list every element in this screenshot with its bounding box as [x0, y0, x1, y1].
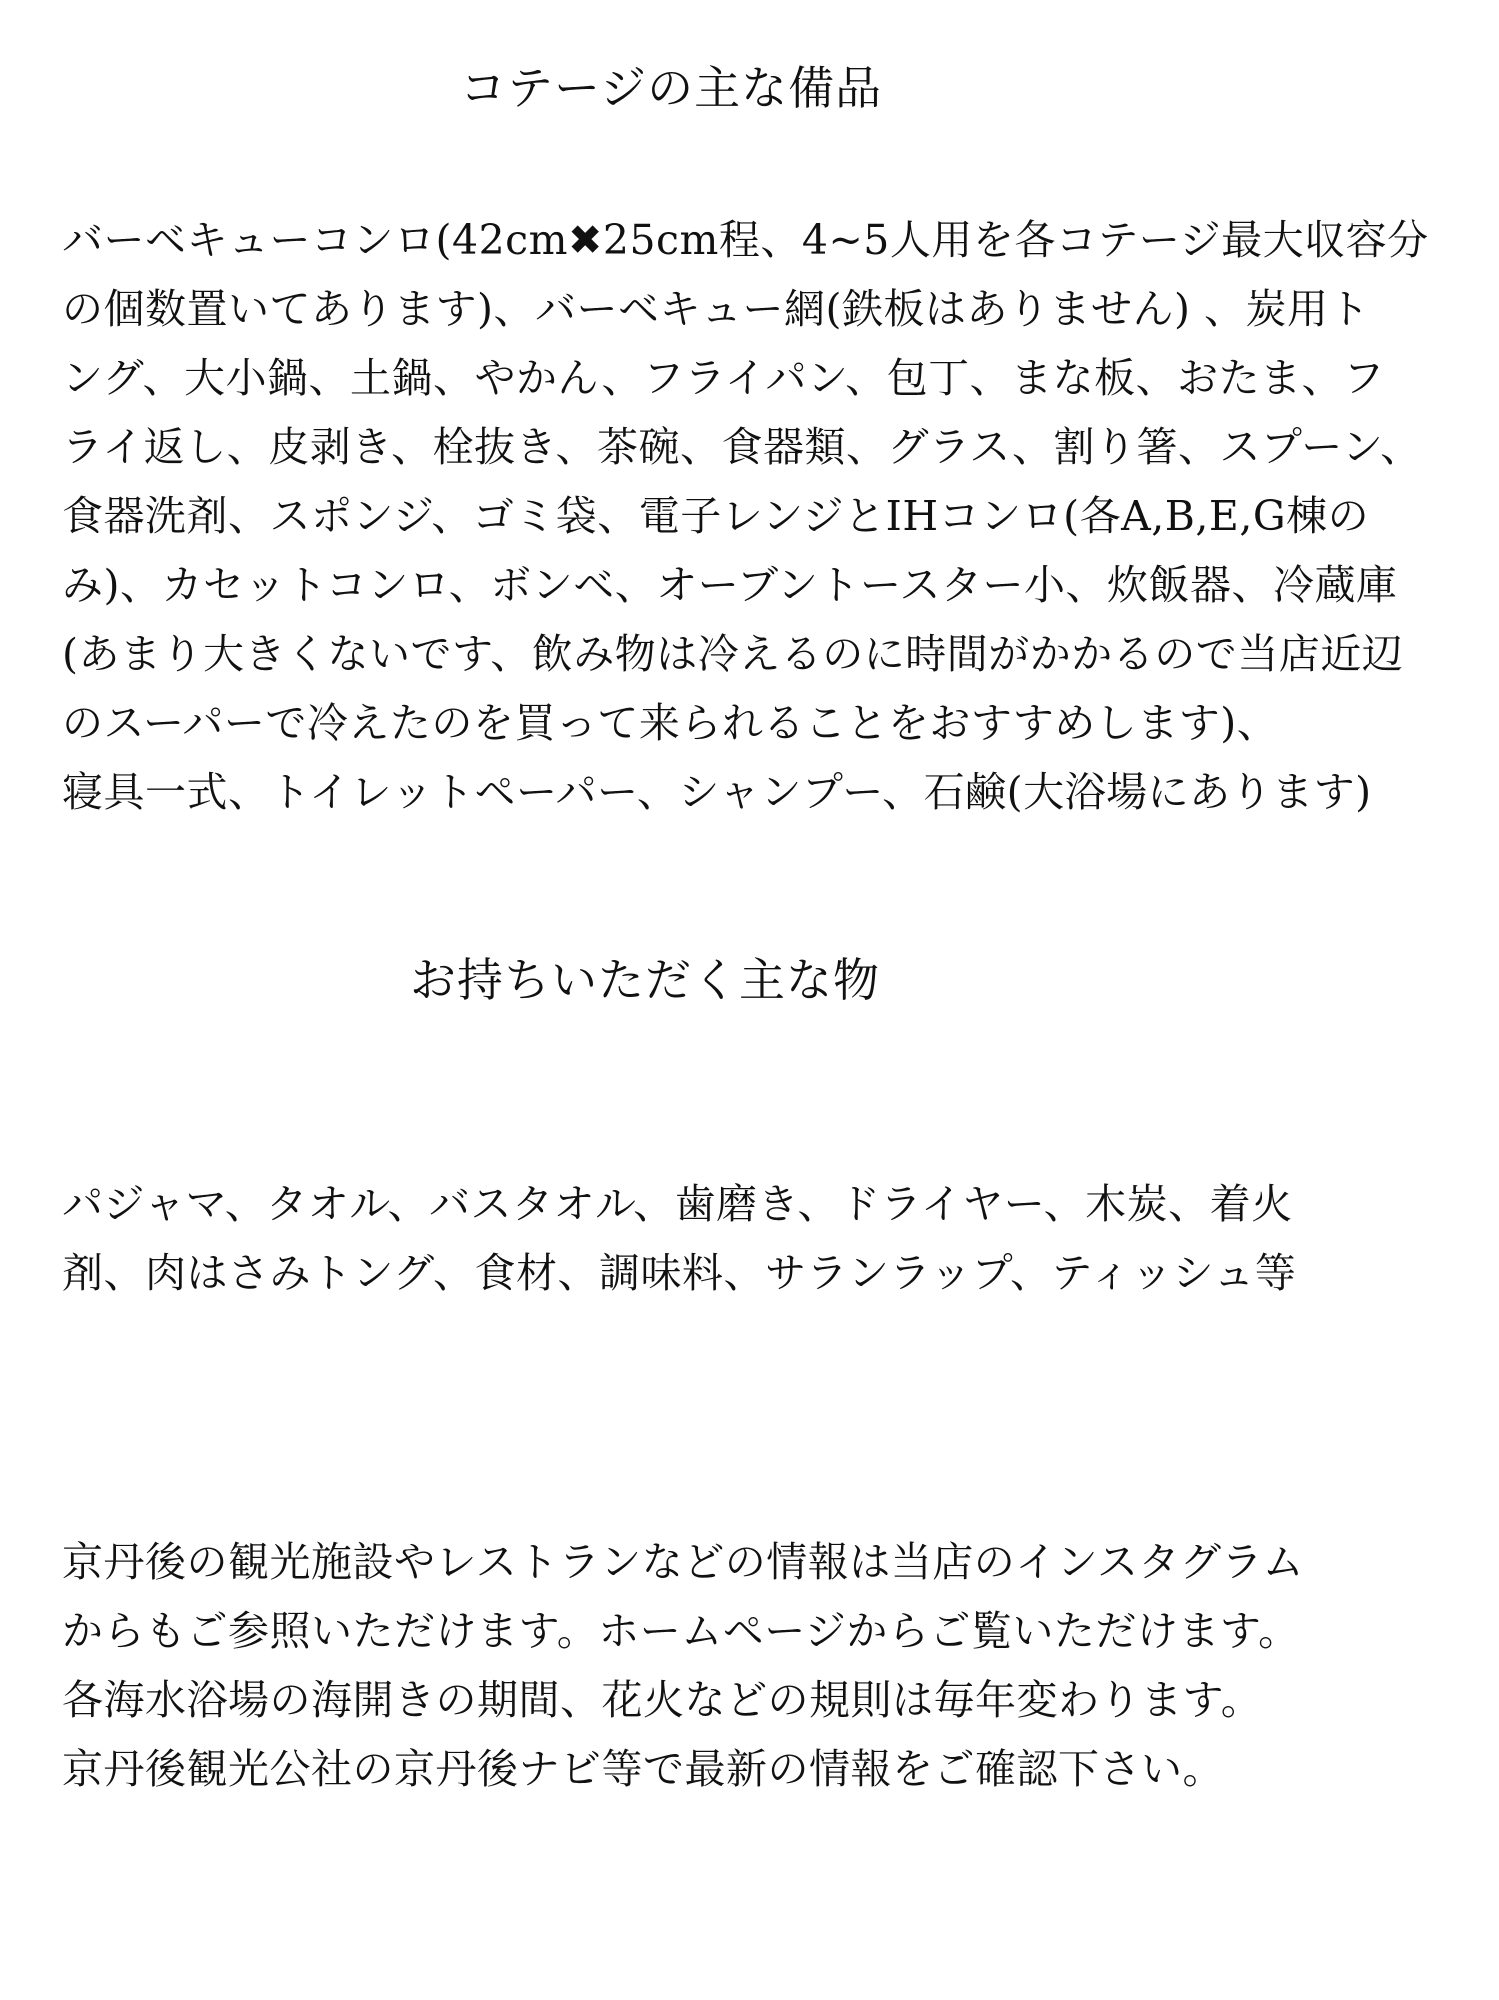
section-title-items-to-bring: お持ちいただく主な物 — [410, 953, 880, 1007]
equipment-list-paragraph — [62, 206, 1462, 827]
text-line: 各海水浴場の海開きの期間、花火などの規則は毎年変わります。 — [62, 1676, 1263, 1724]
text-line: 京丹後の観光施設やレストランなどの情報は当店のインスタグラム — [62, 1538, 1305, 1586]
text-line: ング、大小鍋、土鍋、やかん、フライパン、包丁、まな板、おたま、フ — [62, 354, 1385, 402]
section-title-cottage-equipment: コテージの主な備品 — [460, 61, 883, 115]
text-line: (あまり大きくないです、飲み物は冷えるのに時間がかかるので当店近辺 — [62, 630, 1404, 678]
text-line: 剤、肉はさみトング、食材、調味料、サランラップ、ティッシュ等 — [62, 1249, 1297, 1297]
text-line: のスーパーで冷えたのを買って来られることをおすすめします)、 — [62, 699, 1279, 747]
text-line: 食器洗剤、スポンジ、ゴミ袋、電子レンジとIHコンロ(各A,B,E,G棟の — [62, 492, 1370, 540]
tourism-info-paragraph — [62, 1528, 1462, 1804]
text-line: 京丹後観光公社の京丹後ナビ等で最新の情報をご確認下さい。 — [62, 1745, 1224, 1793]
text-line: の個数置いてあります)、バーベキュー網(鉄板はありません) 、炭用ト — [62, 285, 1371, 333]
text-line: 寝具一式、トイレットペーパー、シャンプー、石鹸(大浴場にあります) — [62, 768, 1372, 816]
text-line: からもご参照いただけます。ホームページからご覧いただけます。 — [62, 1607, 1300, 1655]
text-line: み)、カセットコンロ、ボンベ、オーブントースター小、炊飯器、冷蔵庫 — [62, 561, 1398, 609]
text-line: ライ返し、皮剥き、栓抜き、茶碗、食器類、グラス、割り箸、スプーン、 — [62, 423, 1422, 471]
text-line: パジャマ、タオル、バスタオル、歯磨き、ドライヤー、木炭、着火 — [62, 1180, 1293, 1228]
items-to-bring-paragraph — [62, 1170, 1462, 1308]
text-line: バーベキューコンロ(42cm✖25cm程、4~5人用を各コテージ最大収容分 — [62, 216, 1429, 264]
